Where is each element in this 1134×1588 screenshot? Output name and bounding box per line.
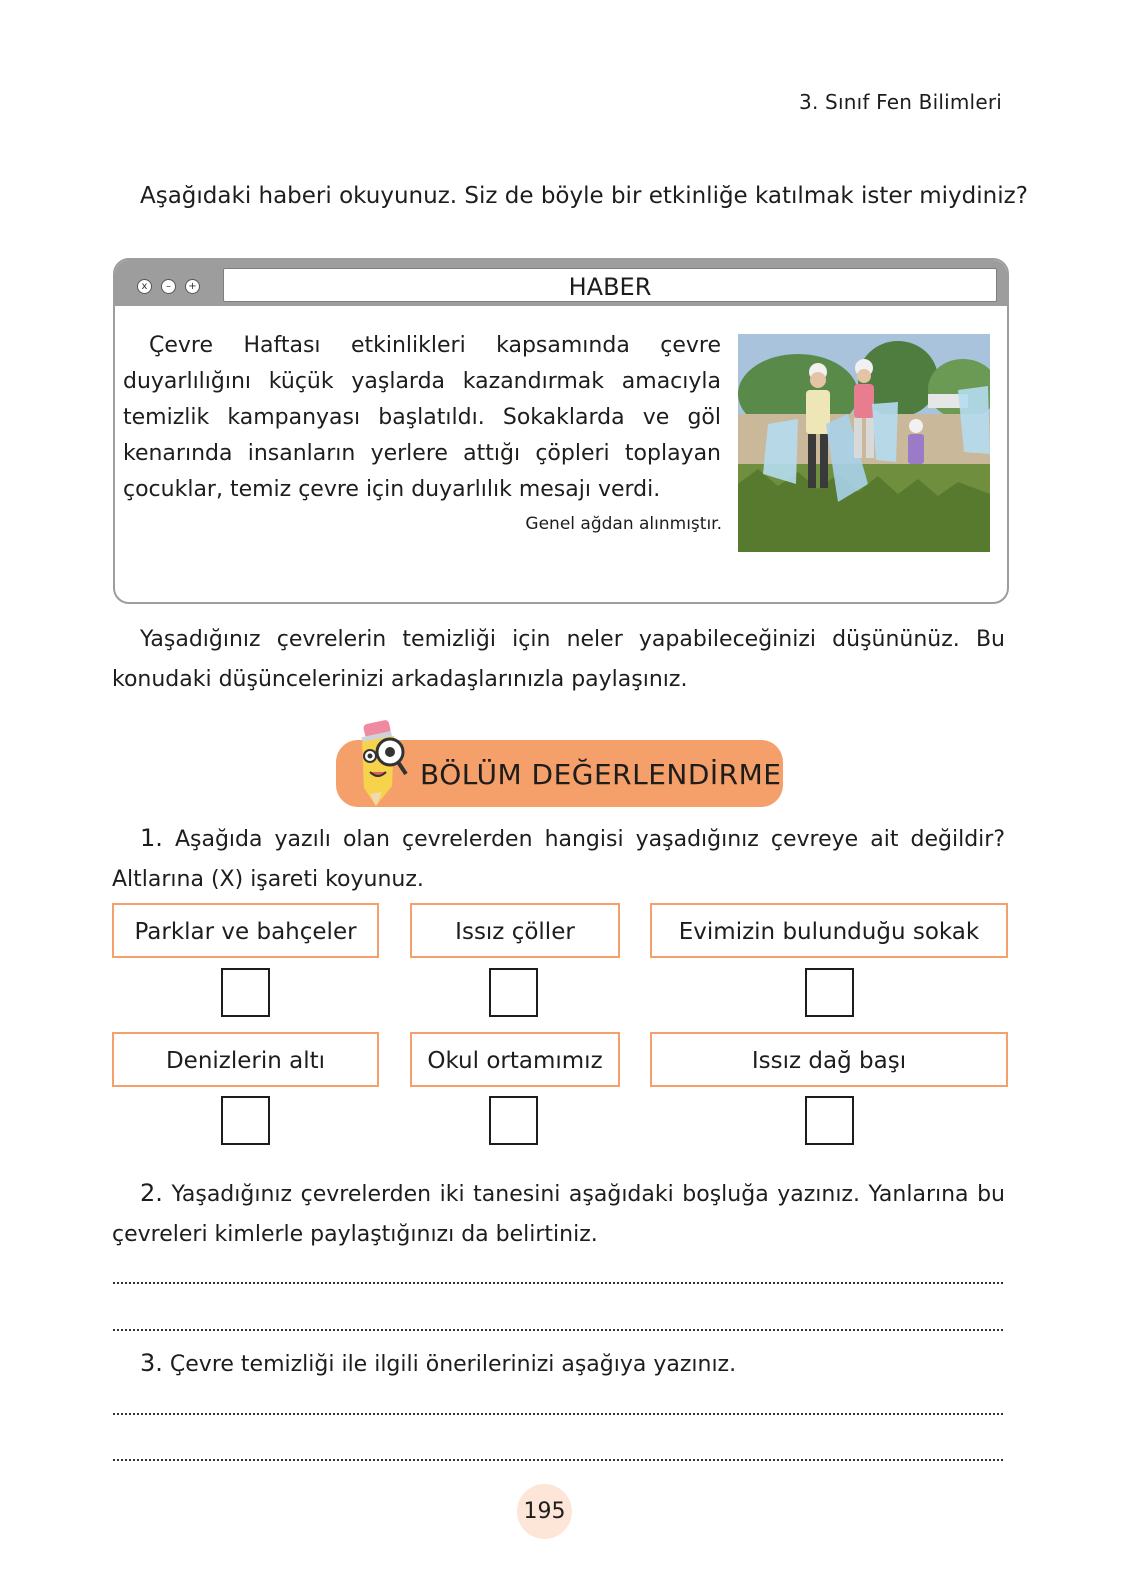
answer-line[interactable] [113,1282,1003,1284]
option-school: Okul ortamımız [410,1032,620,1087]
checkbox-school[interactable] [489,1096,538,1145]
news-photo [738,334,990,552]
question-1-text: Aşağıda yazılı olan çevrelerden hangisi yaşadığınız çevreye ait değildir? Altlarına (X) işareti koyunuz. [112,827,1005,892]
checkbox-undersea[interactable] [221,1096,270,1145]
minimize-icon[interactable]: – [161,279,176,294]
option-deserts: Issız çöller [410,903,620,958]
answer-line[interactable] [113,1329,1003,1331]
answer-line[interactable] [113,1459,1003,1461]
question-3-number: 3. [140,1349,163,1377]
question-1-number: 1. [140,824,163,852]
option-undersea: Denizlerin altı [112,1032,379,1087]
question-3 [112,1343,1005,1385]
book-title: 3. Sınıf Fen Bilimleri [799,90,1002,114]
question-2 [112,1173,1005,1255]
news-window [113,258,1009,604]
question-1 [112,818,1005,900]
question-2-number: 2. [140,1179,163,1207]
question-3-text: Çevre temizliği ile ilgili önerilerinizi aşağıya yazınız. [169,1352,737,1377]
checkbox-street[interactable] [805,968,854,1017]
checkbox-deserts[interactable] [489,968,538,1017]
news-body: Çevre Haftası etkinlikleri kapsamında çevre duyarlılığını küçük yaşlarda kazandırmak amacıyla temizlik kampanyası başlatıldı. Sokaklarda ve göl kenarında insanların yerlere attığı çöpleri toplayan çocuklar, temiz çevre için duyarlılık mesajı verdi. [123,333,721,502]
option-mountain: Issız dağ başı [650,1032,1008,1087]
reflection-text: Yaşadığınız çevrelerin temizliği için neler yapabileceğinizi düşününüz. Bu konudaki düşüncelerinizi arkadaşlarınızla paylaşınız. [112,627,1005,692]
news-title: HABER [223,268,997,302]
children-cleanup-photo [738,334,990,552]
pencil-mascot-icon [352,716,408,808]
intro-text: Aşağıdaki haberi okuyunuz. Siz de böyle bir etkinliğe katılmak ister miydiniz? [140,183,1028,209]
option-parks: Parklar ve bahçeler [112,903,379,958]
maximize-icon[interactable]: + [185,279,200,294]
news-window-titlebar [115,260,1007,306]
news-source: Genel ağdan alınmıştır. [525,514,722,534]
checkbox-parks[interactable] [221,968,270,1017]
page-number: 195 [517,1484,572,1539]
question-2-text: Yaşadığınız çevrelerden iki tanesini aşağıdaki boşluğa yazınız. Yanlarına bu çevreleri kimlerle paylaştığınızı da belirtiniz. [112,1182,1005,1247]
option-street: Evimizin bulunduğu sokak [650,903,1008,958]
close-icon[interactable]: x [137,279,152,294]
answer-line[interactable] [113,1413,1003,1415]
checkbox-mountain[interactable] [805,1096,854,1145]
section-title: BÖLÜM DEĞERLENDİRME [420,758,782,791]
